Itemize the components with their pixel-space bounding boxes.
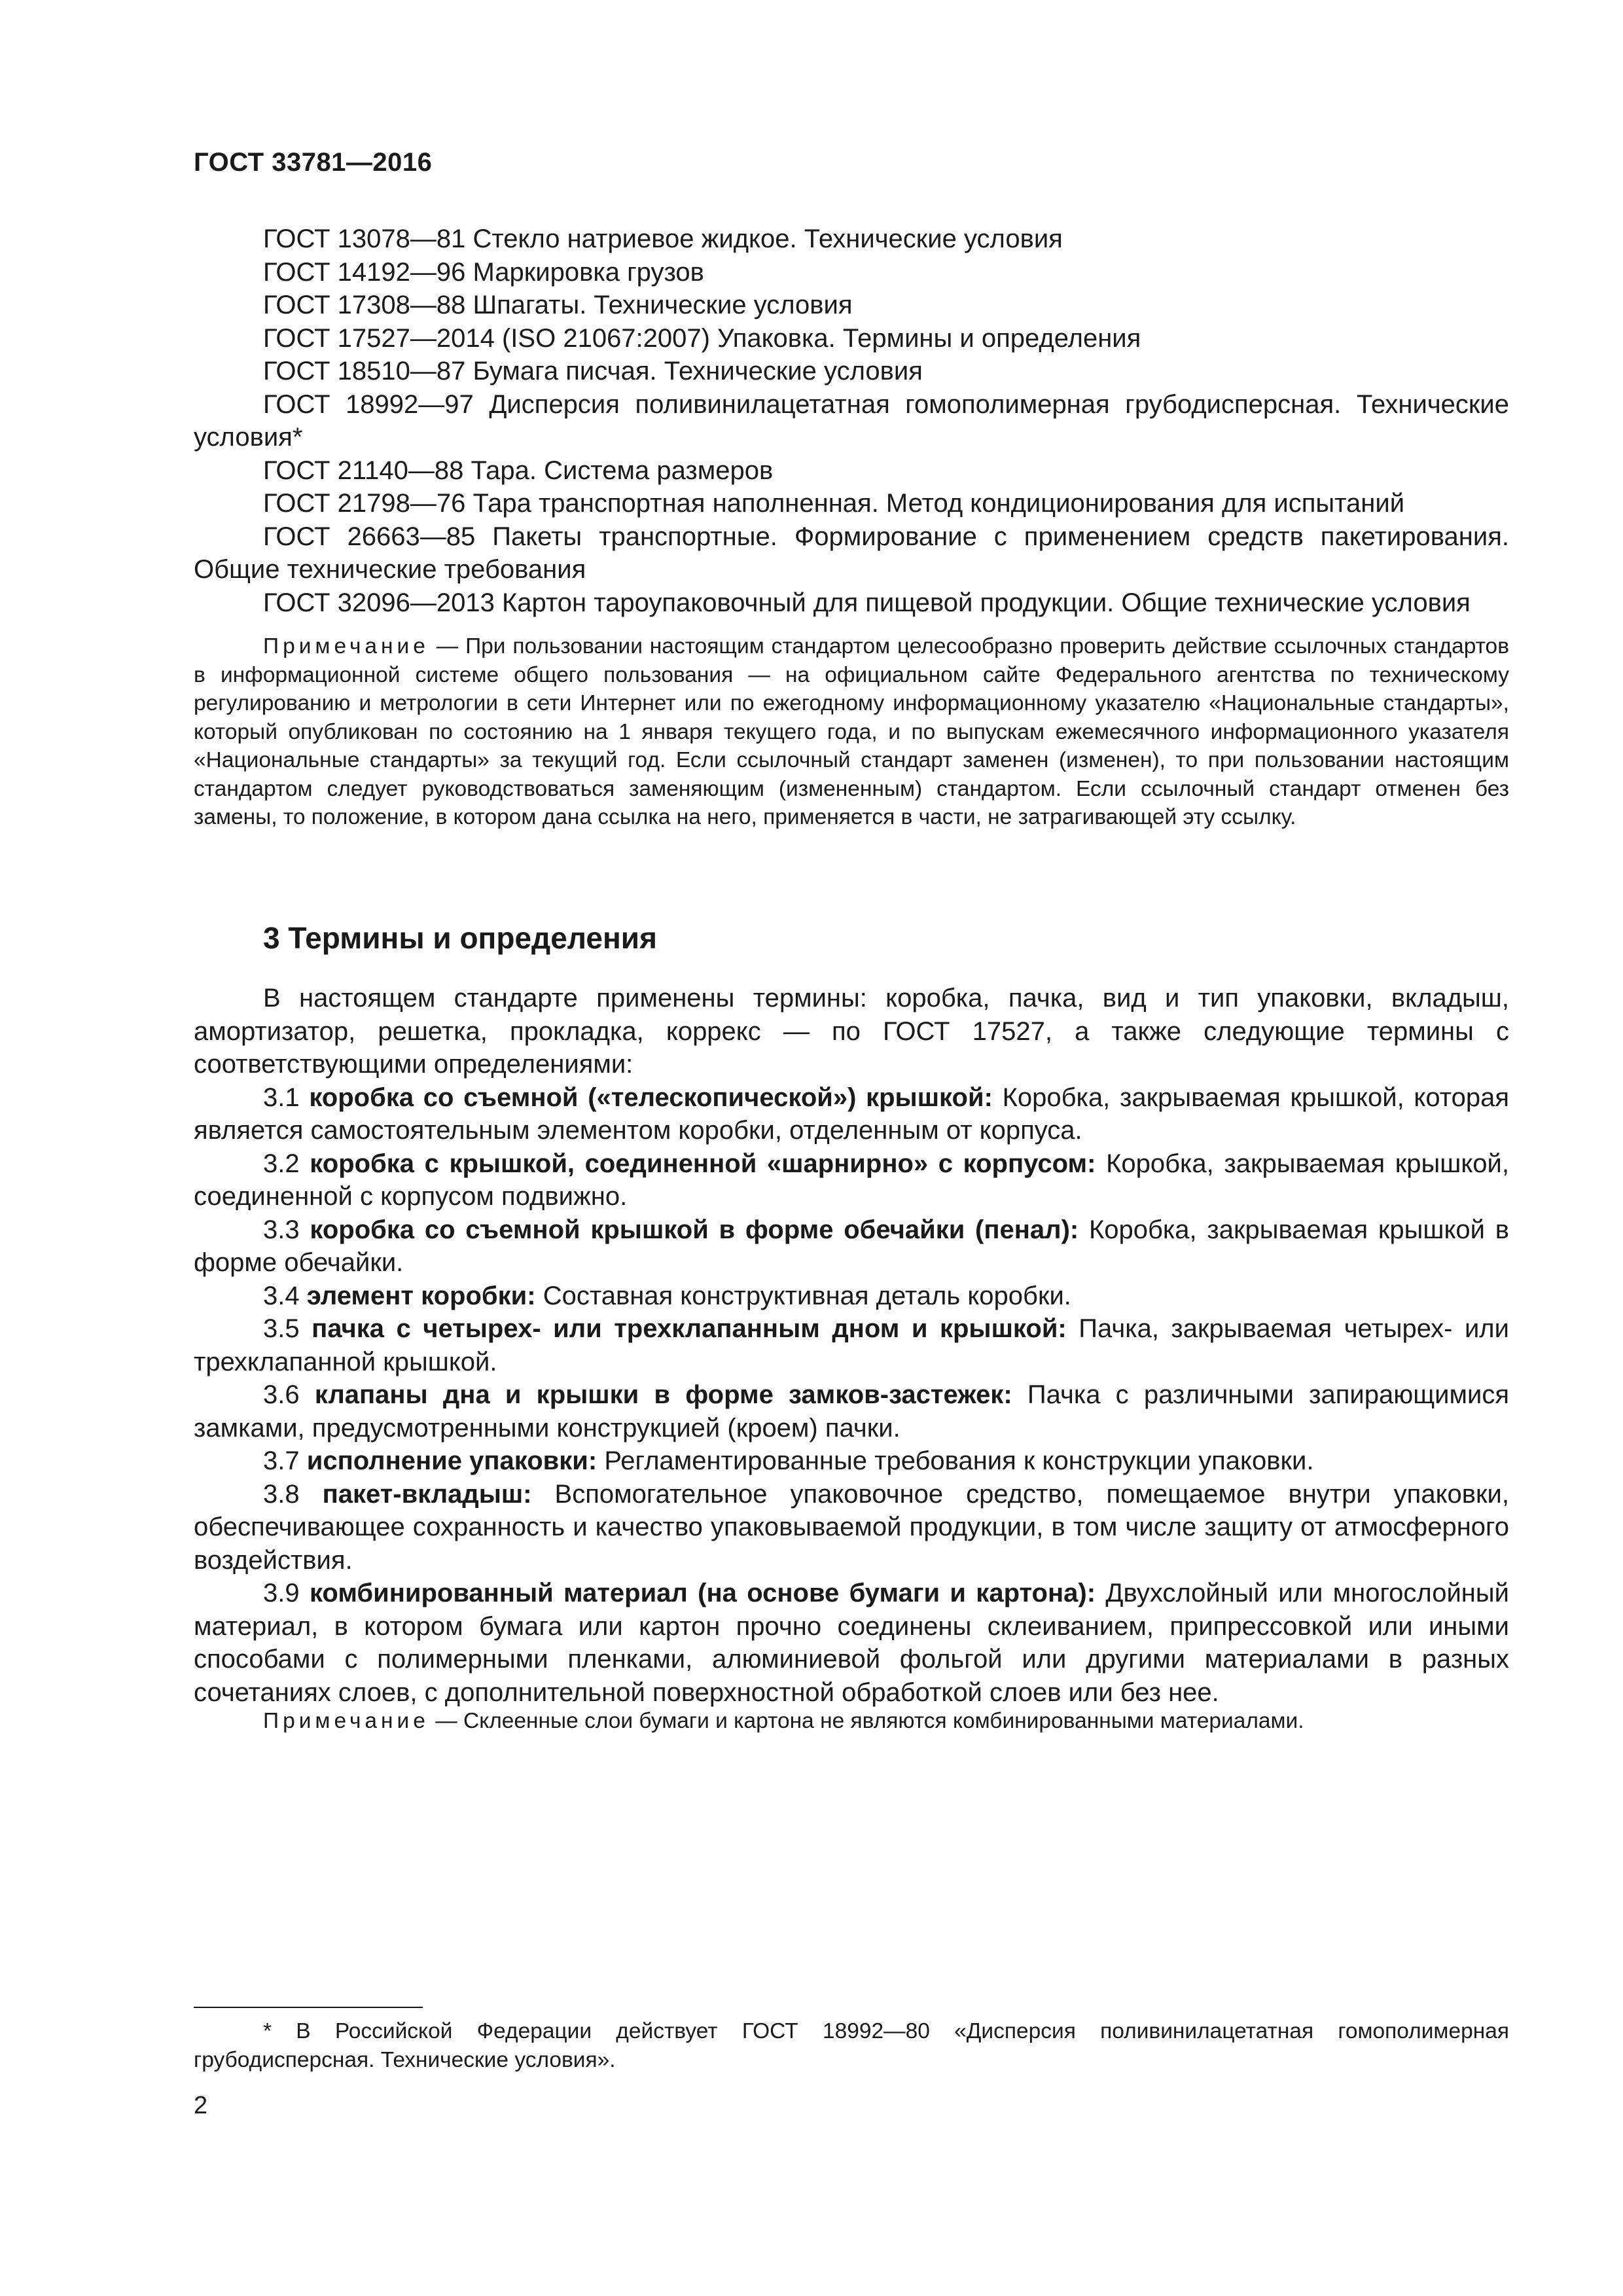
document-header: ГОСТ 33781—2016 <box>194 148 433 177</box>
term-item: 3.5 пачка с четырех- или трехклапанным дном и крышкой: Пачка, закрываемая четырех- или трехклапанной крышкой. <box>194 1314 1509 1376</box>
page-number: 2 <box>194 2092 208 2119</box>
term-definition: Пачка с различными запирающимися замками, предусмотренными конструкцией (кроем) пачки. <box>194 1380 1510 1443</box>
references-list <box>194 223 1509 619</box>
term-name: клапаны дна и крышки в форме замков-застежек: <box>314 1380 1012 1409</box>
note-label: Примечание <box>263 634 429 658</box>
term-name: пачка с четырех- или трехклапанным дном и крышкой: <box>312 1314 1067 1343</box>
reference-item: ГОСТ 14192—96 Маркировка грузов <box>263 257 704 287</box>
reference-item: ГОСТ 18510—87 Бумага писчая. Технические условия <box>263 357 923 386</box>
reference-item: ГОСТ 21798—76 Тара транспортная наполненная. Метод кондиционирования для испытаний <box>263 489 1405 518</box>
term-name: коробка со съемной крышкой в форме обечайки (пенал): <box>310 1215 1079 1244</box>
section-intro: В настоящем стандарте применены термины: коробка, пачка, вид и тип упаковки, вкладыш, амортизатор, решетка, прокладка, коррекс — по ГОСТ 17527, а также следующие термины с соответствующими определениями: <box>194 984 1509 1079</box>
term-item: 3.3 коробка со съемной крышкой в форме обечайки (пенал): Коробка, закрываемая крышкой в форме обечайки. <box>194 1215 1509 1277</box>
term-name: коробка с крышкой, соединенной «шарнирно» с корпусом: <box>310 1149 1096 1178</box>
term-definition: Коробка, закрываемая крышкой, которая является самостоятельным элементом коробки, отделенным от корпуса. <box>194 1083 1509 1145</box>
footnote <box>194 2017 1509 2074</box>
term-item: 3.2 коробка с крышкой, соединенной «шарнирно» с корпусом: Коробка, закрываемая крышкой, соединенной с корпусом подвижно. <box>194 1149 1509 1211</box>
note-text: — Склеенные слои бумаги и картона не являются комбинированными материалами. <box>435 1709 1304 1733</box>
reference-item: ГОСТ 17527—2014 (ISO 21067:2007) Упаковка. Термины и определения <box>263 323 1141 353</box>
term-item: 3.8 пакет-вкладыш: Вспомогательное упаковочное средство, помещаемое внутри упаковки, обеспечивающее сохранность и качество упаковываемой продукции, в том числе защиту от атмосферного воздействия. <box>194 1479 1509 1575</box>
term-definition: Вспомогательное упаковочное средство, помещаемое внутри упаковки, обеспечивающее сохранность и качество упаковываемой продукции, в том числе защиту от атмосферного воздействия. <box>194 1479 1509 1575</box>
note-references <box>194 632 1509 832</box>
term-definition: Коробка, закрываемая крышкой в форме обечайки. <box>194 1215 1509 1277</box>
reference-item: ГОСТ 21140—88 Тара. Система размеров <box>263 456 774 485</box>
term-definition: Регламентированные требования к конструкции упаковки. <box>604 1446 1314 1475</box>
term-definition: Коробка, закрываемая крышкой, соединенной с корпусом подвижно. <box>194 1149 1509 1211</box>
term-definition: Составная конструктивная деталь коробки. <box>543 1281 1071 1310</box>
reference-item: ГОСТ 32096—2013 Картон тароупаковочный для пищевой продукции. Общие технические условия <box>263 588 1471 617</box>
reference-item: ГОСТ 26663—85 Пакеты транспортные. Формирование с применением средств пакетирования. Общие технические требования <box>194 522 1509 584</box>
section-title: 3 Термины и определения <box>263 921 657 955</box>
term-name: пакет-вкладыш: <box>322 1479 532 1509</box>
term-definition: Двухслойный или многослойный материал, в котором бумага или картон прочно соединены склеиванием, припрессовкой или иными способами с полимерными пленками, алюминиевой фольгой или другими материалами в разных сочетаниях слоев, с дополнительной поверхностной обработкой слоев или без нее. <box>194 1579 1509 1707</box>
note-text: — При пользовании настоящим стандартом целесообразно проверить действие ссылочных стандартов в информационной системе общего пользования — на официальном сайте Федерального агентства по техническому регулированию и метрологии в сети Интернет или по ежегодному информационному указателю «Национальные стандарты», который опубликован по состоянию на 1 января текущего года, и по выпускам ежемесячного информационного указателя «Национальные стандарты» за текущий год. Если ссылочный стандарт заменен (изменен), то при пользовании настоящим стандартом следует руководствоваться заменяющим (измененным) стандартом. Если ссылочный стандарт отменен без замены, то положение, в котором дана ссылка на него, применяется в части, не затрагивающей эту ссылку. <box>194 634 1509 829</box>
reference-item: ГОСТ 13078—81 Стекло натриевое жидкое. Технические условия <box>263 224 1063 253</box>
footnote-divider <box>194 2007 423 2008</box>
term-item: 3.1 коробка со съемной («телескопической») крышкой: Коробка, закрываемая крышкой, которая является самостоятельным элементом коробки, отделенным от корпуса. <box>194 1083 1509 1145</box>
term-item: 3.4 элемент коробки: Составная конструктивная деталь коробки. <box>263 1281 1071 1310</box>
note-terms <box>194 1707 1509 1736</box>
footnote-text: * В Российской Федерации действует ГОСТ 18992—80 «Дисперсия поливинилацетатная гомополимерная грубодисперсная. Технические условия». <box>194 2019 1509 2072</box>
terms-list <box>194 982 1509 1709</box>
reference-item: ГОСТ 18992—97 Дисперсия поливинилацетатная гомополимерная грубодисперсная. Технические условия* <box>194 389 1509 452</box>
term-name: элемент коробки: <box>306 1281 536 1310</box>
term-definition: Пачка, закрываемая четырех- или трехклапанной крышкой. <box>194 1314 1509 1376</box>
reference-item: ГОСТ 17308—88 Шпагаты. Технические условия <box>263 291 853 319</box>
note-label: Примечание <box>263 1709 429 1733</box>
term-item: 3.6 клапаны дна и крышки в форме замков-застежек: Пачка с различными запирающимися замками, предусмотренными конструкцией (кроем) пачки. <box>194 1380 1510 1443</box>
term-item: 3.7 исполнение упаковки: Регламентированные требования к конструкции упаковки. <box>263 1446 1314 1475</box>
term-name: исполнение упаковки: <box>306 1446 597 1475</box>
term-name: коробка со съемной («телескопической») крышкой: <box>309 1083 993 1112</box>
term-name: комбинированный материал (на основе бумаги и картона): <box>309 1579 1096 1607</box>
term-item: 3.9 комбинированный материал (на основе бумаги и картона): Двухслойный или многослойный материал, в котором бумага или картон прочно соединены склеиванием, припрессовкой или иными способами с полимерными пленками, алюминиевой фольгой или другими материалами в разных сочетаниях слоев, с дополнительной поверхностной обработкой слоев или без нее. <box>194 1579 1509 1707</box>
